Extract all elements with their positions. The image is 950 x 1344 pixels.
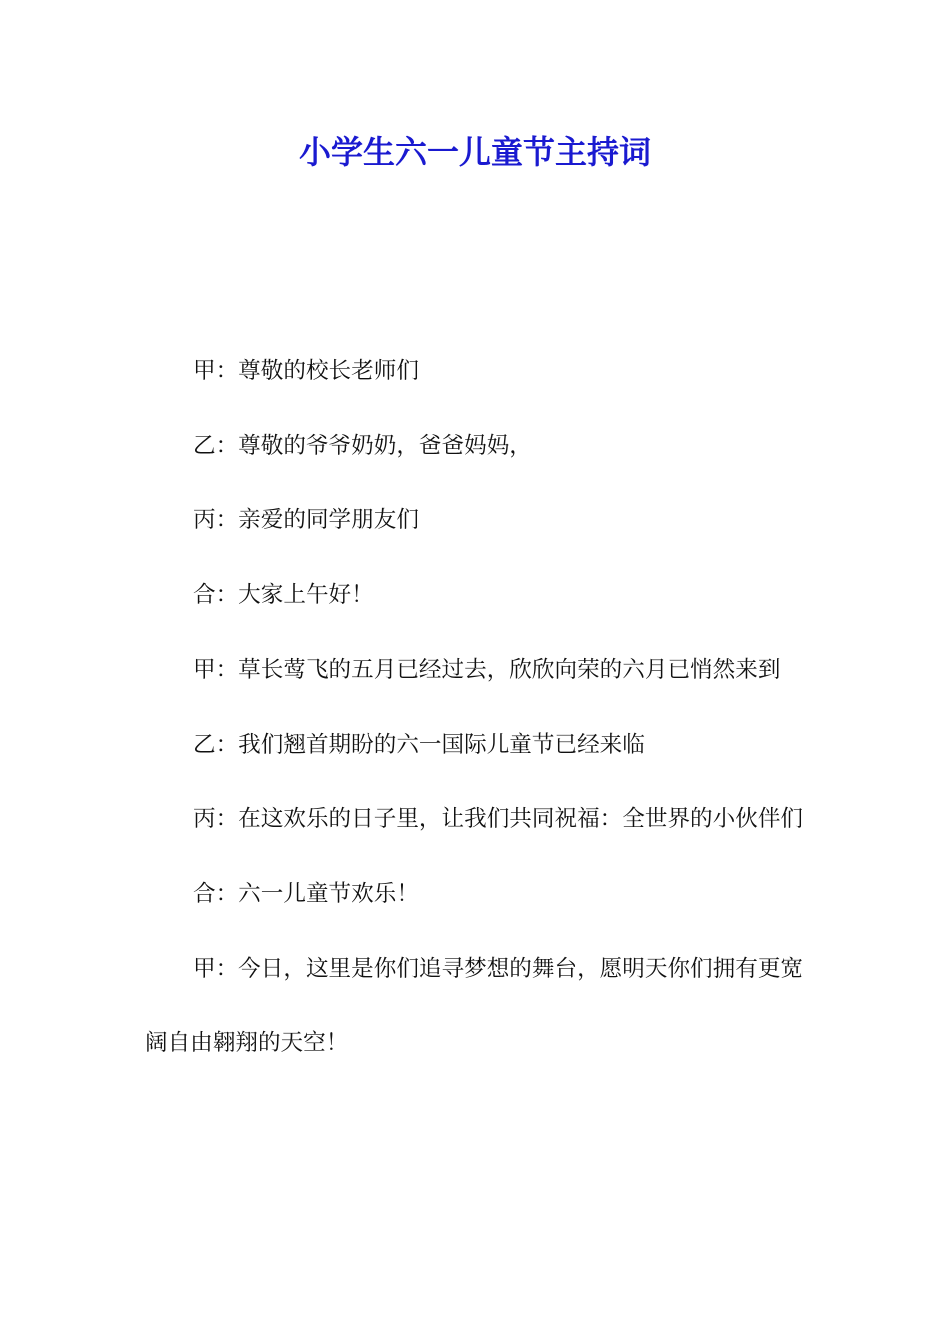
- paragraph: 甲：草长莺飞的五月已经过去，欣欣向荣的六月已悄然来到: [193, 656, 781, 683]
- paragraph: 丙：在这欢乐的日子里，让我们共同祝福：全世界的小伙伴们: [193, 806, 804, 833]
- paragraph: 合：六一儿童节欢乐！: [193, 880, 419, 907]
- paragraph: 甲：今日，这里是你们追寻梦想的舞台，愿明天你们拥有更宽阔自由翱翔的天空！: [145, 955, 804, 1057]
- paragraph: 合：大家上午好！: [193, 582, 374, 609]
- paragraph: 丙：亲爱的同学朋友们: [193, 507, 419, 534]
- document-title: 小学生六一儿童节主持词: [298, 133, 651, 171]
- paragraph: 甲：尊敬的校长老师们: [193, 358, 419, 384]
- paragraph: 乙：我们翘首期盼的六一国际儿童节已经来临: [193, 731, 645, 758]
- paragraph: 乙：尊敬的爷爷奶奶，爸爸妈妈，: [193, 432, 532, 459]
- document-body: [145, 334, 805, 1081]
